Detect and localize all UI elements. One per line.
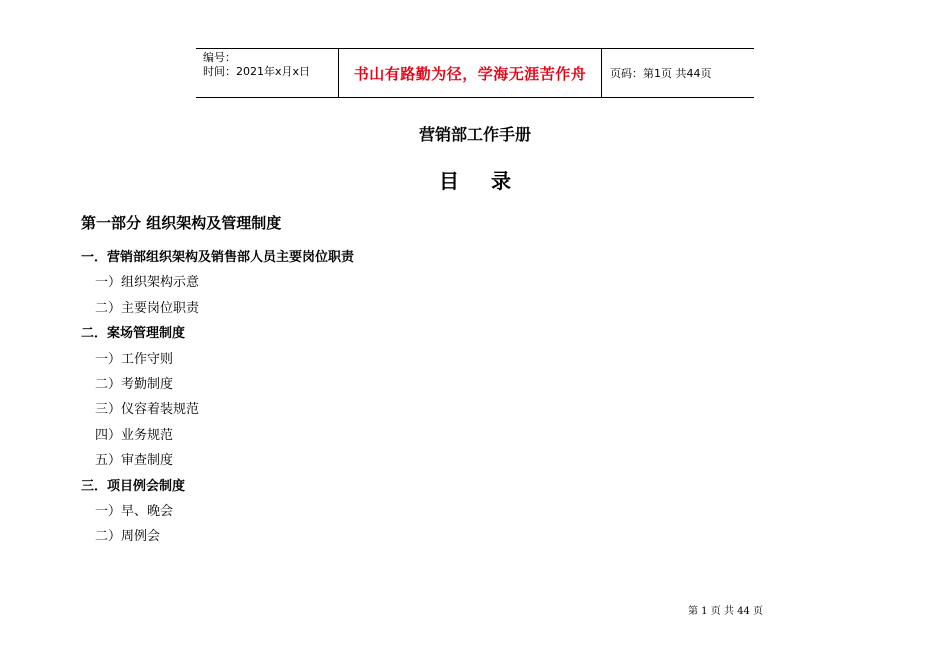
- toc-subsection: 一）工作守则: [95, 351, 174, 367]
- page-header: [196, 48, 754, 98]
- toc-title-char-2: 录: [491, 169, 511, 193]
- toc-subsection: 三）仪容着装规范: [95, 402, 200, 418]
- part-title: 第一部分 组织架构及管理制度: [81, 214, 282, 232]
- toc-title-char-1: 目: [439, 169, 459, 193]
- toc-subsection: 一）早、晚会: [95, 503, 174, 519]
- toc-title: [0, 165, 950, 194]
- header-meta: [196, 49, 338, 97]
- toc-subsection: 二）考勤制度: [95, 376, 174, 392]
- toc-subsection: 二）周例会: [95, 529, 161, 545]
- toc-section: 二．案场管理制度: [81, 326, 186, 342]
- number-label: 编号：: [203, 51, 236, 64]
- header-page-code: 页码：第1页 共44页: [610, 67, 712, 80]
- toc-section: 三．项目例会制度: [81, 478, 186, 494]
- toc-subsection: 四）业务规范: [95, 427, 174, 443]
- header-motto: 书山有路勤为径，学海无涯苦作舟: [338, 49, 602, 97]
- toc-section: 一．营销部组织架构及销售部人员主要岗位职责: [81, 250, 355, 265]
- document-title: 营销部工作手册: [418, 125, 531, 144]
- toc-subsection: 五）审查制度: [95, 453, 174, 469]
- toc-list: [81, 249, 354, 554]
- page-footer: 第 1 页 共 44 页: [688, 606, 763, 617]
- toc-subsection: 二）主要岗位职责: [95, 300, 200, 316]
- toc-subsection: 一）组织架构示意: [95, 275, 200, 291]
- time-label: 时间：2021年x月x日: [203, 65, 311, 78]
